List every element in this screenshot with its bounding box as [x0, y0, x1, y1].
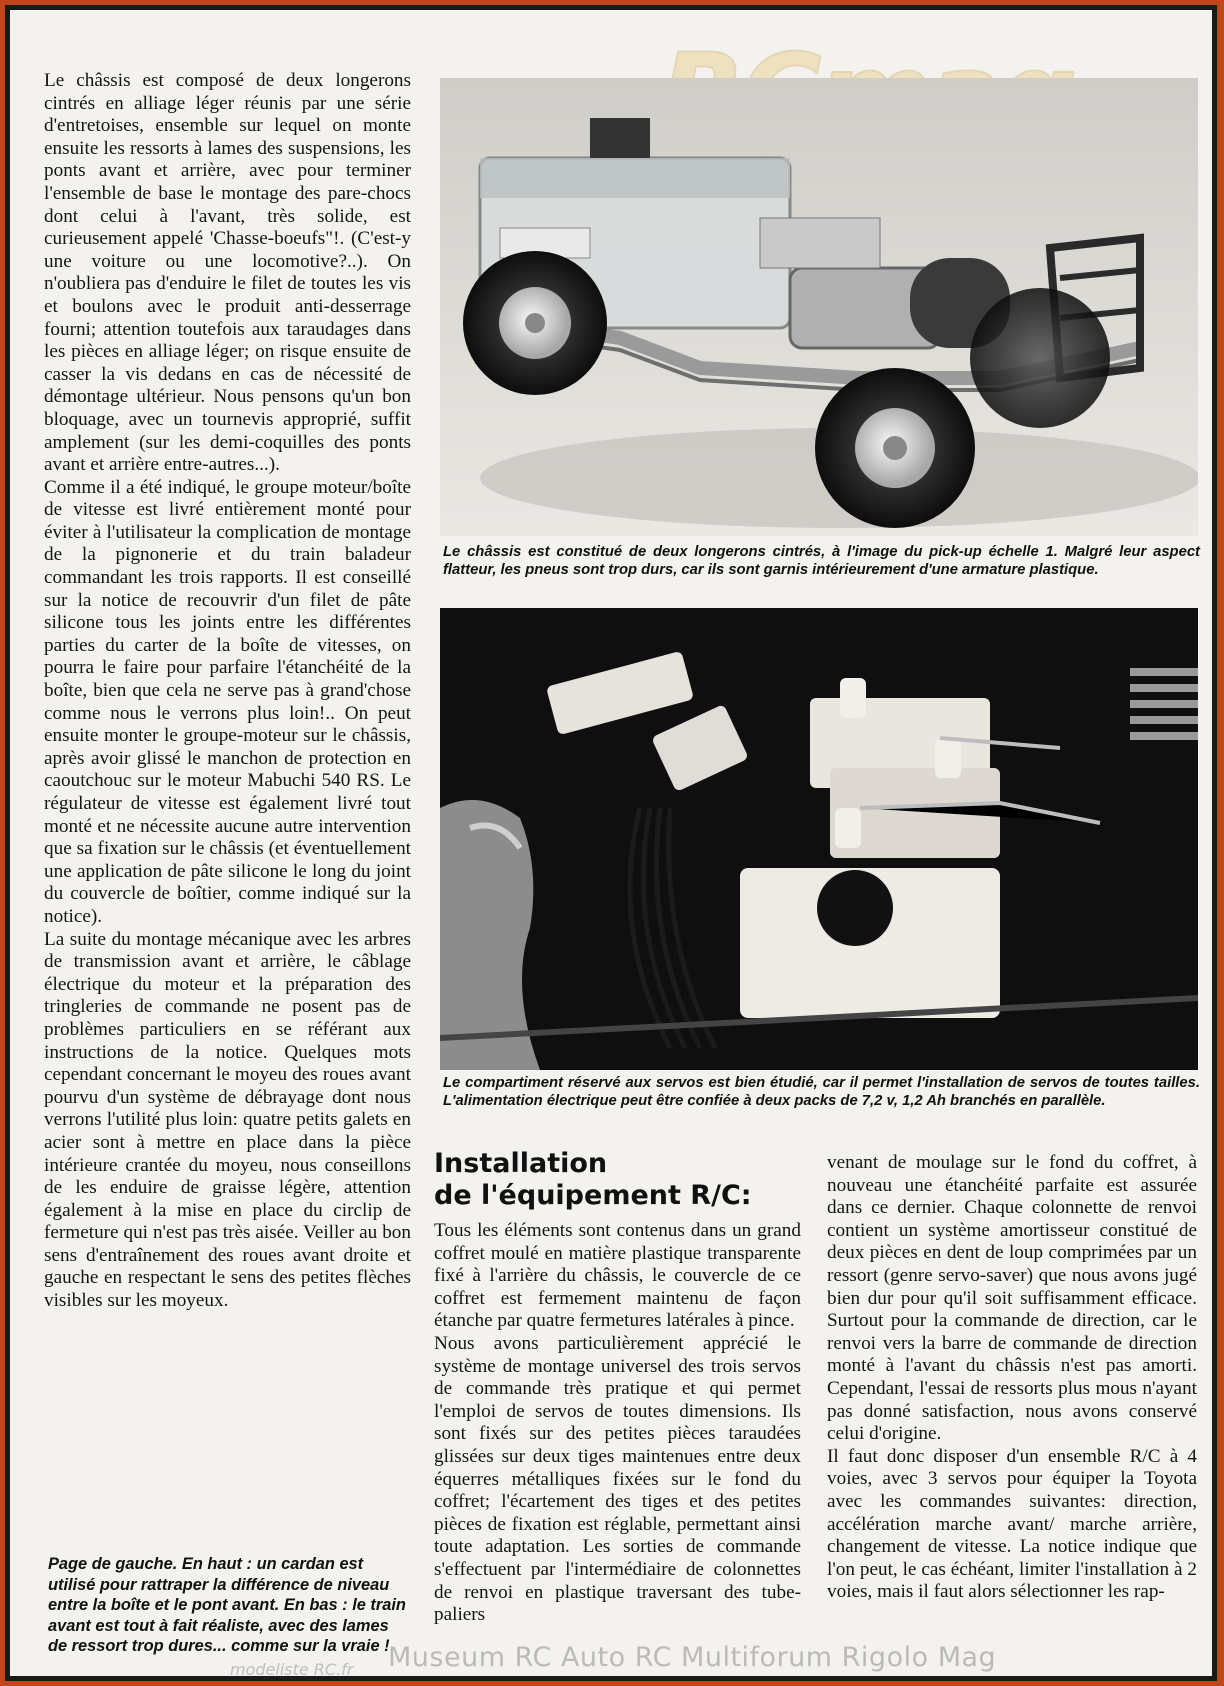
paragraph: Comme il a été indiqué, le groupe moteur/boîte de vitesse est livré entièrement monté pour éviter à l'utilisateur la complication de montage de la pignonerie et du train baladeur commandant les trois rapports. Il est conseillé sur la notice de recouvrir d'un filet de pâte silicone tous les joints entre les différentes parties du carter de la boîte de vitesses, on pourra le faire pour parfaire l'étanchéité de la boîte, bien que cela ne serve pas à grand'chose comme nous le verrons plus loin!.. On peut ensuite monter le groupe-moteur sur le châssis, après avoir glissé le manchon de protection en caoutchouc sur le moteur Mabuchi 540 RS. Le régulateur de vitesse est également livré tout monté et ne nécessite aucune autre intervention que sa fixation sur le châssis (et éventuellement une application de pâte silicone le long du joint du couvercle de boîtier, comme indiqué sur la notice). [44, 476, 411, 927]
middle-column [434, 1220, 801, 1627]
paragraph: Tous les éléments sont contenus dans un grand coffret moulé en matière plastique transparente fixé à l'arrière du châssis, le couvercle de ce coffret est fermement maintenu de façon étanche par quatre fermetures latérales à pince. [434, 1220, 801, 1332]
heading-line-2: de l'équipement R/C: [434, 1180, 752, 1211]
paragraph: venant de moulage sur le fond du coffret, à nouveau une étanchéité parfaite est assurée dans ce dernier. Chaque colonnette de renvoi contient un système amortisseur constitué de deux pièces en dent de loup comprimées par un ressort (genre servo-saver) que nous avons jugé bien dur pour qu'il soit suffisamment efficace. Surtout pour la commande de direction, car le renvoi vers la barre de commande de direction monté à l'avant du châssis n'est pas amorti. Cependant, l'essai de ressorts plus mous n'ayant pas donné satisfaction, nous avons conservé celui d'origine. [827, 1152, 1197, 1445]
servo-compartment-photo [440, 608, 1198, 1070]
paragraph: Nous avons particulièrement apprécié le système de montage universel des trois servos de commande très pratique et qui permet l'emploi de servos de toutes dimensions. Ils sont fixés sur des petites pièces taraudées glissées sur deux tiges maintenues entre deux équerres métalliques fixées sur le fond du coffret; l'écartement des tiges et des petites pièces de fixation est réglable, permettant ainsi toute adaptation. Les sorties de commande s'effectuent par l'intermédiaire de colonnettes de renvoi en plastique traversant des tube-paliers [434, 1332, 801, 1626]
site-watermark: modeliste RC.fr [230, 1660, 354, 1679]
magazine-page [5, 5, 1217, 1681]
paragraph: La suite du montage mécanique avec les arbres de transmission avant et arrière, le câblage électrique du moteur et la préparation des tringleries de commande ne posent pas de problèmes particuliers en se référant aux instructions de la notice. Quelques mots cependant concernant le moyeu des roues avant pourvu d'un système de débrayage dont nous verrons l'utilité plus loin: quatre petits galets en acier sont à mettre en place dans la pièce intérieure crantée du moyeu, nous conseillons de les enduire de graisse légère, attention également à la mise en place du circlip de fermeture qui n'est pas très aisée. Veiller au bon sens d'entraînement des roues avant droite et gauche en respectant le sens des petites flèches visibles sur les moyeux. [44, 928, 411, 1312]
servo-illustration [440, 608, 1198, 1070]
museum-watermark: Museum RC Auto RC Multiforum Rigolo Mag [388, 1642, 997, 1673]
paragraph: Le châssis est composé de deux longerons cintrés en alliage léger réunis par une série d'entretoises, ensemble sur lequel on monte ensuite les ressorts à lames des suspensions, les ponts avant et arrière, avec pour terminer l'ensemble de base le montage des pare-chocs dont celui à l'avant, très solide, est curieusement appelé 'Chasse-boeufs"!. (C'est-y une voiture ou une locomotive?..). On n'oubliera pas d'enduire le filet de toutes les vis et boulons avec le produit anti-desserrage fourni; attention toutefois aux taraudages dans les pièces en alliage léger; on risque ensuite de casser la vis dedans en cas de nécessité de démontage ultérieur. Nous pensons qu'un bon bloquage, avec un tournevis approprié, suffit amplement (sur les demi-coquilles des ponts avant et arrière entre-autres...). [44, 70, 411, 476]
right-column [827, 1152, 1197, 1604]
section-heading [434, 1148, 814, 1212]
servo-caption: Le compartiment réservé aux servos est bien étudié, car il permet l'installation de servos de toutes tailles. L'alimentation électrique peut être confiée à deux packs de 7,2 v, 1,2 Ah branchés en parallèle. [443, 1075, 1200, 1110]
previous-page-caption: Page de gauche. En haut : un cardan est utilisé pour rattraper la différence de niveau entre la boîte et le pont avant. En bas : le train avant est tout à fait réaliste, avec des lames de ressort trop dures... comme sur la vraie ! [48, 1555, 406, 1656]
heading-line-1: Installation [434, 1148, 608, 1179]
chassis-illustration [440, 78, 1198, 536]
chassis-photo [440, 78, 1198, 536]
left-column [44, 70, 411, 1313]
paragraph: Il faut donc disposer d'un ensemble R/C à 4 voies, avec 3 servos pour équiper la Toyota avec les commandes suivantes: direction, accélération marche avant/ marche arrière, changement de vitesse. La notice indique que l'on peut, le cas échéant, limiter l'installation à 2 voies, mais il faut alors sélectionner les rap- [827, 1445, 1197, 1603]
chassis-caption: Le châssis est constitué de deux longerons cintrés, à l'image du pick-up échelle 1. Malgré leur aspect flatteur, les pneus sont trop durs, car ils sont garnis intérieurement d'une armature plastique. [443, 544, 1200, 579]
